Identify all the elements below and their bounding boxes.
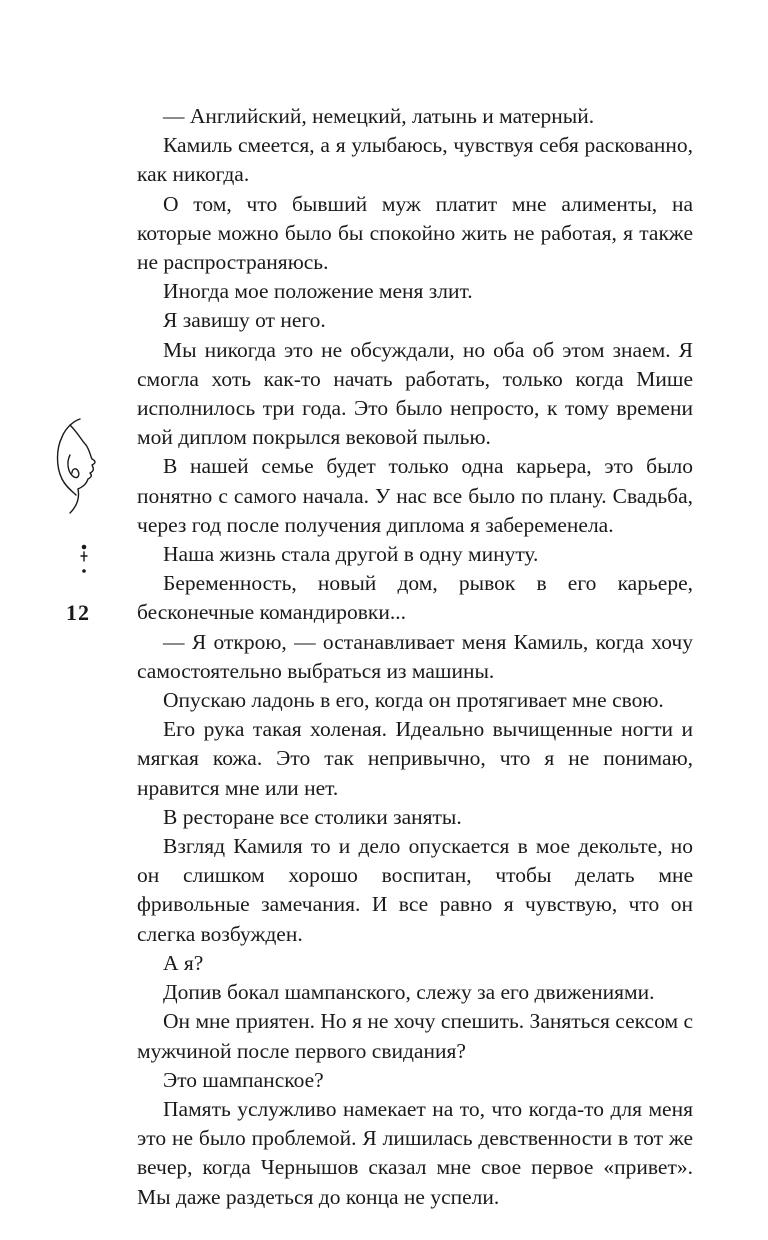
face-profile-line-art-icon [52, 415, 112, 585]
paragraph: Допив бокал шампанского, слежу за его движениями. [163, 980, 655, 1005]
paragraph: А я? [163, 950, 204, 975]
paragraph: Беременность, новый дом, рывок в его карьере, бесконечные командировки... [137, 571, 693, 625]
paragraph: — Я открою, — останавливает меня Камиль, когда хочу самостоятельно выбраться из машины. [137, 629, 693, 683]
paragraph: Иногда мое положение меня злит. [163, 279, 473, 304]
paragraph: Его рука такая холеная. Идеально вычищенные ногти и мягкая кожа. Это так непривычно, что я не понимаю, нравится мне или нет. [137, 717, 693, 800]
paragraph: О том, что бывший муж платит мне алименты, на которые можно было бы спокойно жить не работая, я также не распространяюсь. [137, 191, 693, 275]
paragraph: Наша жизнь стала другой в одну минуту. [163, 542, 539, 567]
paragraph: — Английский, немецкий, латынь и матерный. [163, 104, 595, 128]
paragraph: Взгляд Камиля то и дело опускается в мое декольте, но он слишком хорошо воспитан, чтобы делать мне фривольные замечания. И все равно я чувствую, что он слегка возбужден. [137, 834, 693, 946]
paragraph: Я завишу от него. [163, 308, 326, 333]
paragraph: Камиль смеется, а я улыбаюсь, чувствуя себя раскованно, как никогда. [137, 133, 693, 187]
page-number: 12 [66, 600, 90, 625]
paragraph: Опускаю ладонь в его, когда он протягивает мне свою. [163, 688, 664, 713]
paragraph: В ресторане все столики заняты. [163, 804, 462, 829]
main-text [137, 102, 693, 1212]
paragraph: Он мне приятен. Но я не хочу спешить. Заняться сексом с мужчиной после первого свидания? [137, 1009, 693, 1063]
paragraph: В нашей семье будет только одна карьера, это было понятно с самого начала. У нас все было по плану. Свадьба, через год после получения диплома я забеременела. [137, 454, 693, 537]
paragraph: Это шампанское? [163, 1067, 324, 1092]
paragraph: Память услужливо намекает на то, что когда-то для меня это не было проблемой. Я лишилась девственности в тот же вечер, когда Чернышов сказал мне свое первое «привет». Мы даже раздеться до конца не успели. [137, 1096, 693, 1209]
paragraph: Мы никогда это не обсуждали, но оба об этом знаем. Я смогла хоть как-то начать работать, только когда Мише исполнилось три года. Это было непросто, к тому времени мой диплом покрылся вековой пылью. [137, 337, 693, 450]
